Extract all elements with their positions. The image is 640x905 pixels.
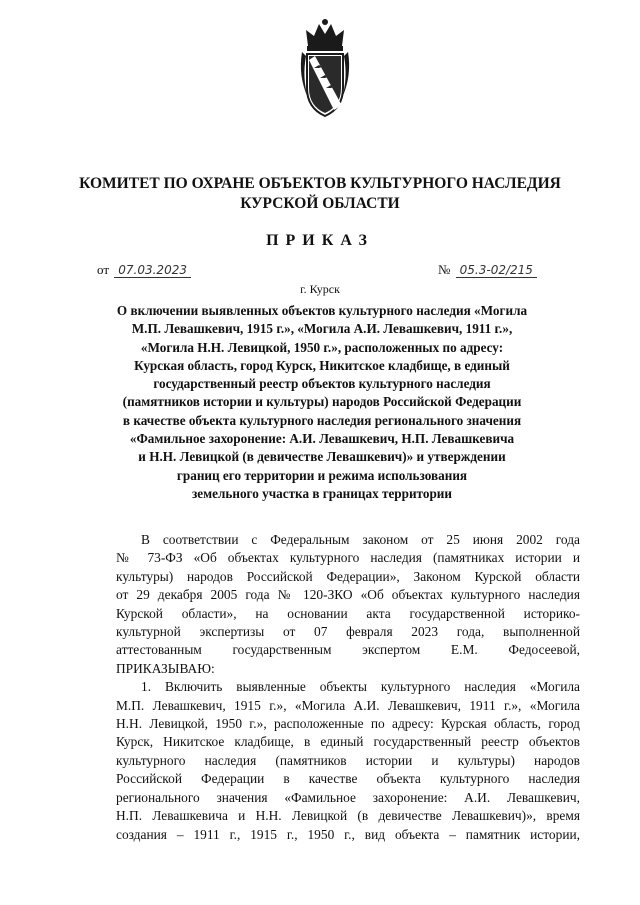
order-directive: ПРИКАЗЫВАЮ: (116, 660, 215, 676)
title-line: «Фамильное захоронение: А.И. Левашкевич, Н.П. Левашкевича (129, 431, 515, 447)
body-line: 1. Включить выявленные объекты культурного наследия «Могила (141, 679, 580, 695)
order-body (116, 531, 580, 844)
body-line: Курск, Никитское кладбище, в единый государственный реестр объектов (116, 734, 580, 750)
body-line: культурного наследия (памятников истории и культуры) народов (116, 752, 580, 768)
number-prefix: № (438, 262, 451, 277)
order-number (438, 262, 537, 278)
body-line: создания – 1911 г., 1915 г., 1950 г., вид объекта – памятник истории, (116, 826, 580, 842)
date-value: 07.03.2023 (114, 263, 191, 278)
title-line: М.П. Левашкевич, 1915 г.», «Могила А.И. Левашкевич, 1911 г.», (131, 321, 513, 337)
title-line: О включении выявленных объектов культурного наследия «Могила (116, 303, 528, 318)
title-line: границ его территории и режима использования (176, 467, 468, 483)
title-line: «Могила Н.Н. Левицкой, 1950 г.», расположенных по адресу: (140, 339, 504, 355)
document-type-heading: ПРИКАЗ (266, 232, 374, 249)
order-title (92, 302, 552, 503)
body-line: № 73-ФЗ «Об объектах культурного наследия (памятниках истории и (116, 550, 580, 566)
committee-name-line1: КОМИТЕТ ПО ОХРАНЕ ОБЪЕКТОВ КУЛЬТУРНОГО НАСЛЕДИЯ (79, 175, 561, 192)
body-line: культуры) народов Российской Федерации», Законом Курской области (116, 568, 580, 584)
title-line: (памятников истории и культуры) народов Российской Федерации (122, 394, 522, 410)
kursk-coat-of-arms-emblem (294, 16, 356, 120)
number-value: 05.3-02/215 (456, 263, 537, 278)
date-prefix: от (97, 262, 110, 277)
title-line: государственный реестр объектов культурного наследия (153, 376, 491, 392)
body-line: Н.П. Левашкевича и Н.Н. Левицкой (в девичестве Левашкевич)», время (116, 808, 580, 824)
title-line: земельного участка в границах территории (192, 485, 452, 501)
body-line: Курской области», на основании акта государственной историко- (116, 605, 580, 621)
body-line: аттестованным государственным экспертом Е.М. Федосеевой, (116, 642, 580, 658)
city-label: г. Курск (300, 282, 340, 296)
title-line: в качестве объекта культурного наследия регионального значения (122, 412, 522, 428)
committee-name-line2: КУРСКОЙ ОБЛАСТИ (240, 195, 400, 212)
title-line: Курская область, город Курск, Никитское кладбище, в единый (134, 357, 510, 373)
body-line: от 29 декабря 2005 года № 120-ЗКО «Об объектах культурного наследия (116, 587, 580, 603)
body-line: культурной экспертизы от 07 февраля 2023 года, выполненной (116, 624, 580, 640)
title-line: и Н.Н. Левицкой (в девичестве Левашкевич)» и утверждении (138, 449, 506, 465)
body-line: В соответствии с Федеральным законом от 25 июня 2002 года (141, 532, 580, 547)
order-date (97, 262, 191, 278)
body-line: М.П. Левашкевич, 1915 г.», «Могила А.И. Левашкевич, 1911 г.», «Могила (116, 697, 580, 713)
body-line: регионального значения «Фамильное захоронение: А.И. Левашкевич, (116, 789, 580, 805)
body-line: Н.Н. Левицкой, 1950 г.», расположенные по адресу: Курская область, город (116, 716, 580, 732)
body-line: Российской Федерации в качестве объекта культурного наследия (116, 771, 580, 787)
